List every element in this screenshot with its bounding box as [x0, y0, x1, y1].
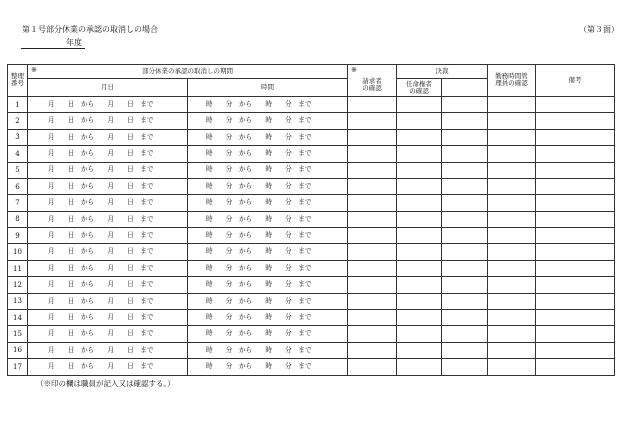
seikyusha-cell[interactable] [348, 260, 397, 276]
kessai-blank-cell[interactable] [442, 113, 488, 129]
ninmei-cell[interactable] [397, 96, 442, 112]
biko-cell[interactable] [536, 195, 615, 211]
kinmu-cell[interactable] [488, 96, 536, 112]
kinmu-cell[interactable] [488, 195, 536, 211]
biko-cell[interactable] [536, 178, 615, 194]
time-range-cell[interactable]: 時 分 から 時 分 まで [188, 359, 348, 375]
table-row [8, 244, 615, 260]
ninmei-cell[interactable] [397, 359, 442, 375]
row-number: 14 [8, 310, 28, 326]
seikyusha-cell[interactable] [348, 113, 397, 129]
seikyusha-cell[interactable] [348, 359, 397, 375]
header-date-label: 月日 [101, 82, 114, 91]
biko-cell[interactable] [536, 359, 615, 375]
date-range-cell[interactable]: 月 日 から 月 日 まで [28, 96, 188, 112]
seikyusha-cell[interactable] [348, 293, 397, 309]
date-range-cell[interactable]: 月 日 から 月 日 まで [28, 129, 188, 145]
kinmu-cell[interactable] [488, 228, 536, 244]
biko-cell[interactable] [536, 96, 615, 112]
ninmei-cell[interactable] [397, 113, 442, 129]
ninmei-cell[interactable] [397, 293, 442, 309]
table-row [8, 342, 615, 358]
table-row [8, 146, 615, 162]
ninmei-cell[interactable] [397, 277, 442, 293]
date-range-cell[interactable]: 月 日 から 月 日 まで [28, 359, 188, 375]
footnote: （※印の欄は職員が記入又は確認する。） [36, 379, 175, 388]
row-number: 16 [8, 342, 28, 358]
kessai-blank-cell[interactable] [442, 228, 488, 244]
seikyusha-cell[interactable] [348, 244, 397, 260]
kessai-blank-cell[interactable] [442, 211, 488, 227]
header-time-label: 時間 [261, 82, 274, 91]
ninmei-cell[interactable] [397, 244, 442, 260]
year-label: 年度 [66, 38, 82, 47]
biko-cell[interactable] [536, 326, 615, 342]
kinmu-cell[interactable] [488, 178, 536, 194]
header-seikyusha [348, 65, 397, 97]
seikyusha-cell[interactable] [348, 277, 397, 293]
row-number: 8 [8, 211, 28, 227]
time-range-cell[interactable]: 時 分 から 時 分 まで [188, 310, 348, 326]
row-number: 15 [8, 326, 28, 342]
biko-cell[interactable] [536, 162, 615, 178]
table-row [8, 260, 615, 276]
period-mark: ※ [31, 66, 37, 74]
ninmei-cell[interactable] [397, 195, 442, 211]
date-range-cell[interactable]: 月 日 から 月 日 まで [28, 195, 188, 211]
header-kinmu-label: 勤務時間管 理員の確認 [495, 72, 528, 88]
seikyusha-cell[interactable] [348, 146, 397, 162]
time-range-cell[interactable]: 時 分 から 時 分 まで [188, 260, 348, 276]
kinmu-cell[interactable] [488, 326, 536, 342]
biko-cell[interactable] [536, 146, 615, 162]
biko-cell[interactable] [536, 310, 615, 326]
header-seikyusha-label: 請求者 の確認 [362, 77, 382, 93]
header-biko-label: 備考 [568, 75, 582, 84]
row-number: 13 [8, 293, 28, 309]
row-number: 17 [8, 359, 28, 375]
time-range-cell[interactable]: 時 分 から 時 分 まで [188, 162, 348, 178]
header-kessai-blank [442, 79, 488, 97]
biko-cell[interactable] [536, 293, 615, 309]
date-range-cell[interactable]: 月 日 から 月 日 まで [28, 342, 188, 358]
kessai-blank-cell[interactable] [442, 277, 488, 293]
kessai-blank-cell[interactable] [442, 310, 488, 326]
biko-cell[interactable] [536, 113, 615, 129]
date-range-cell[interactable]: 月 日 から 月 日 まで [28, 326, 188, 342]
seikyusha-cell[interactable] [348, 178, 397, 194]
time-range-cell[interactable]: 時 分 から 時 分 まで [188, 228, 348, 244]
table-row [8, 293, 615, 309]
header-ninmei-label: 任命権者 の確認 [406, 80, 432, 96]
kinmu-cell[interactable] [488, 310, 536, 326]
date-range-cell[interactable]: 月 日 から 月 日 まで [28, 310, 188, 326]
time-range-cell[interactable]: 時 分 から 時 分 まで [188, 178, 348, 194]
header-kessai-label: 決裁 [435, 66, 449, 75]
ninmei-cell[interactable] [397, 178, 442, 194]
date-range-cell[interactable]: 月 日 から 月 日 まで [28, 211, 188, 227]
date-range-cell[interactable]: 月 日 から 月 日 まで [28, 244, 188, 260]
time-range-cell[interactable]: 時 分 から 時 分 まで [188, 293, 348, 309]
table-row [8, 178, 615, 194]
kinmu-cell[interactable] [488, 244, 536, 260]
table-row [8, 359, 615, 375]
seikyusha-cell[interactable] [348, 195, 397, 211]
row-number: 2 [8, 113, 28, 129]
header-seiri-label: 整理 番号 [11, 72, 24, 88]
date-range-cell[interactable]: 月 日 から 月 日 まで [28, 293, 188, 309]
cancellation-table [7, 64, 615, 376]
time-range-cell[interactable]: 時 分 から 時 分 まで [188, 113, 348, 129]
kinmu-cell[interactable] [488, 359, 536, 375]
form-title: 第１号部分休業の承認の取消しの場合 [22, 25, 158, 34]
kessai-blank-cell[interactable] [442, 195, 488, 211]
kinmu-cell[interactable] [488, 277, 536, 293]
kessai-blank-cell[interactable] [442, 293, 488, 309]
kinmu-cell[interactable] [488, 293, 536, 309]
biko-cell[interactable] [536, 211, 615, 227]
header-period-label: 部分休業の承認の取消しの期間 [142, 66, 233, 75]
header-kessai [397, 65, 488, 79]
date-range-cell[interactable]: 月 日 から 月 日 まで [28, 260, 188, 276]
time-range-cell[interactable]: 時 分 から 時 分 まで [188, 96, 348, 112]
row-number: 7 [8, 195, 28, 211]
kinmu-cell[interactable] [488, 146, 536, 162]
table-row [8, 211, 615, 227]
table-row [8, 326, 615, 342]
time-range-cell[interactable]: 時 分 から 時 分 まで [188, 211, 348, 227]
row-number: 5 [8, 162, 28, 178]
header-date [28, 79, 188, 97]
time-range-cell[interactable]: 時 分 から 時 分 まで [188, 244, 348, 260]
time-range-cell[interactable]: 時 分 から 時 分 まで [188, 342, 348, 358]
date-range-cell[interactable]: 月 日 から 月 日 まで [28, 162, 188, 178]
seikyusha-cell[interactable] [348, 326, 397, 342]
time-range-cell[interactable]: 時 分 から 時 分 まで [188, 277, 348, 293]
date-range-cell[interactable]: 月 日 から 月 日 まで [28, 277, 188, 293]
header-seiri [8, 65, 28, 97]
seikyusha-cell[interactable] [348, 129, 397, 145]
row-number: 4 [8, 146, 28, 162]
kessai-blank-cell[interactable] [442, 146, 488, 162]
kessai-blank-cell[interactable] [442, 178, 488, 194]
table-row [8, 310, 615, 326]
kinmu-cell[interactable] [488, 342, 536, 358]
date-range-cell[interactable]: 月 日 から 月 日 まで [28, 146, 188, 162]
biko-cell[interactable] [536, 342, 615, 358]
row-number: 3 [8, 129, 28, 145]
row-number: 6 [8, 178, 28, 194]
ninmei-cell[interactable] [397, 129, 442, 145]
biko-cell[interactable] [536, 228, 615, 244]
header-time [188, 79, 348, 97]
ninmei-cell[interactable] [397, 260, 442, 276]
time-range-cell[interactable]: 時 分 から 時 分 まで [188, 129, 348, 145]
row-number: 12 [8, 277, 28, 293]
ninmei-cell[interactable] [397, 146, 442, 162]
ninmei-cell[interactable] [397, 211, 442, 227]
year-underline [21, 48, 85, 49]
seikyusha-mark: ※ [351, 66, 357, 74]
header-ninmei [397, 79, 442, 97]
page-label: （第３面） [579, 25, 619, 34]
row-number: 11 [8, 260, 28, 276]
seikyusha-cell[interactable] [348, 228, 397, 244]
time-range-cell[interactable]: 時 分 から 時 分 まで [188, 195, 348, 211]
kessai-blank-cell[interactable] [442, 359, 488, 375]
ninmei-cell[interactable] [397, 342, 442, 358]
seikyusha-cell[interactable] [348, 96, 397, 112]
kinmu-cell[interactable] [488, 129, 536, 145]
table-row [8, 129, 615, 145]
seikyusha-cell[interactable] [348, 342, 397, 358]
date-range-cell[interactable]: 月 日 から 月 日 まで [28, 113, 188, 129]
ninmei-cell[interactable] [397, 310, 442, 326]
table-row [8, 277, 615, 293]
header-period [28, 65, 348, 79]
date-range-cell[interactable]: 月 日 から 月 日 まで [28, 178, 188, 194]
row-number: 9 [8, 228, 28, 244]
header-biko [536, 65, 615, 97]
date-range-cell[interactable]: 月 日 から 月 日 まで [28, 228, 188, 244]
table-row [8, 96, 615, 112]
table-row [8, 162, 615, 178]
kessai-blank-cell[interactable] [442, 129, 488, 145]
ninmei-cell[interactable] [397, 326, 442, 342]
table-row [8, 195, 615, 211]
table-row [8, 113, 615, 129]
biko-cell[interactable] [536, 277, 615, 293]
seikyusha-cell[interactable] [348, 162, 397, 178]
seikyusha-cell[interactable] [348, 310, 397, 326]
kessai-blank-cell[interactable] [442, 244, 488, 260]
biko-cell[interactable] [536, 129, 615, 145]
ninmei-cell[interactable] [397, 228, 442, 244]
kinmu-cell[interactable] [488, 211, 536, 227]
header-kinmu [488, 65, 536, 97]
kinmu-cell[interactable] [488, 162, 536, 178]
time-range-cell[interactable]: 時 分 から 時 分 まで [188, 326, 348, 342]
kessai-blank-cell[interactable] [442, 260, 488, 276]
biko-cell[interactable] [536, 260, 615, 276]
kinmu-cell[interactable] [488, 260, 536, 276]
row-number: 10 [8, 244, 28, 260]
kessai-blank-cell[interactable] [442, 96, 488, 112]
biko-cell[interactable] [536, 244, 615, 260]
table-row [8, 228, 615, 244]
kessai-blank-cell[interactable] [442, 342, 488, 358]
seikyusha-cell[interactable] [348, 211, 397, 227]
row-number: 1 [8, 96, 28, 112]
time-range-cell[interactable]: 時 分 から 時 分 まで [188, 146, 348, 162]
kinmu-cell[interactable] [488, 113, 536, 129]
ninmei-cell[interactable] [397, 162, 442, 178]
kessai-blank-cell[interactable] [442, 326, 488, 342]
kessai-blank-cell[interactable] [442, 162, 488, 178]
